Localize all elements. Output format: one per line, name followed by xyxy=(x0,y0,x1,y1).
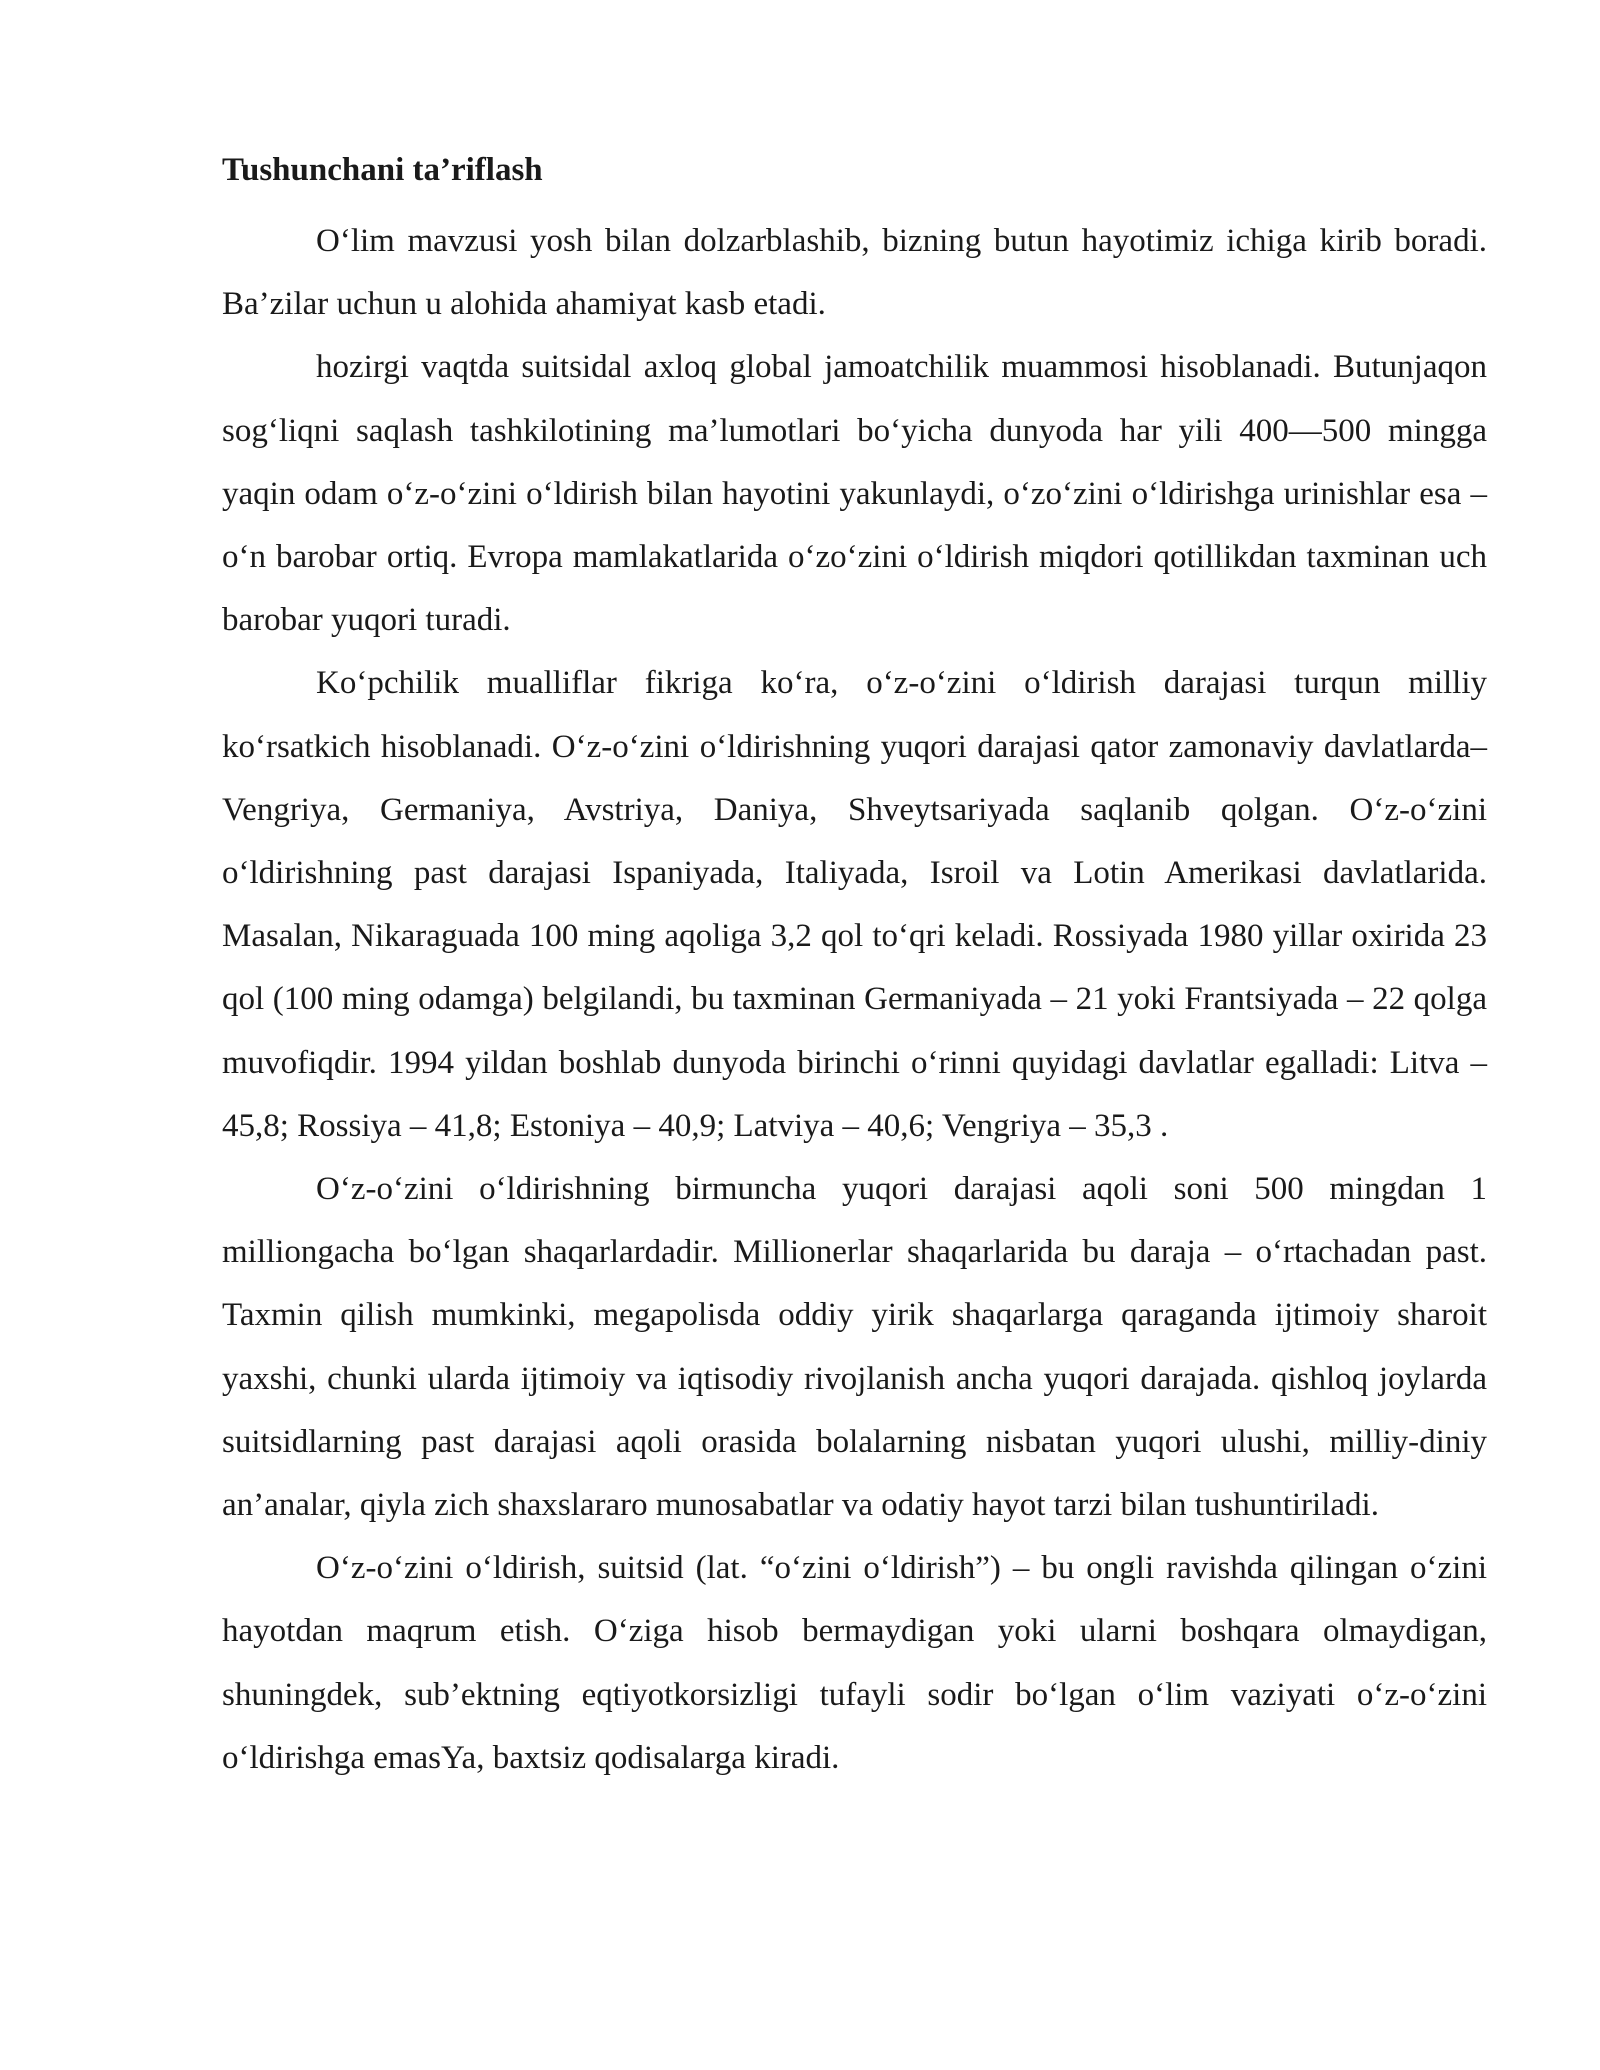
paragraph-5: O‘z-o‘zini o‘ldirish, suitsid (lat. “o‘zini o‘ldirish”) – bu ongli ravishda qilingan o‘zini hayotdan maqrum etish. O‘ziga hisob bermaydigan yoki ularni boshqara olmaydigan, shuningdek, sub’ektning eqtiyotkorsizligi tufayli sodir bo‘lgan o‘lim vaziyati o‘z-o‘zini o‘ldirishga emasYa, baxtsiz qodisalarga kiradi. xyxy=(222,1550,1487,1776)
paragraph-2: hozirgi vaqtda suitsidal axloq global jamoatchilik muammosi hisoblanadi. Butunjaqon sog‘liqni saqlash tashkilotining ma’lumotlari bo‘yicha dunyoda har yili 400—500 mingga yaqin odam o‘z-o‘zini o‘ldirish bilan hayotini yakunlaydi, o‘zo‘zini o‘ldirishga urinishlar esa – o‘n barobar ortiq. Evropa mamlakatlarida o‘zo‘zini o‘ldirish miqdori qotillikdan taxminan uch barobar yuqori turadi. xyxy=(222,349,1487,639)
paragraph-1: O‘lim mavzusi yosh bilan dolzarblashib, bizning butun hayotimiz ichiga kirib boradi. Ba’zilar uchun u alohida ahamiyat kasb etadi. xyxy=(222,223,1487,323)
paragraph-3: Ko‘pchilik mualliflar fikriga ko‘ra, o‘z-o‘zini o‘ldirish darajasi turqun milliy ko‘rsatkich hisoblanadi. O‘z-o‘zini o‘ldirishning yuqori darajasi qator zamonaviy davlatlarda– Vengriya, Germaniya, Avstriya, Daniya, Shveytsariyada saqlanib qolgan. O‘z-o‘zini o‘ldirishning past darajasi Ispaniyada, Italiyada, Isroil va Lotin Amerikasi davlatlarida. Masalan, Nikaraguada 100 ming aqoliga 3,2 qol to‘qri keladi. Rossiyada 1980 yillar oxirida 23 qol (100 ming odamga) belgilandi, bu taxminan Germaniyada – 21 yoki Frantsiyada – 22 qolga muvofiqdir. 1994 yildan boshlab dunyoda birinchi o‘rinni quyidagi davlatlar egalladi: Litva – 45,8; Rossiya – 41,8; Estoniya – 40,9; Latviya – 40,6; Vengriya – 35,3 . xyxy=(222,665,1487,1144)
paragraph-4: O‘z-o‘zini o‘ldirishning birmuncha yuqori darajasi aqoli soni 500 mingdan 1 milliongacha bo‘lgan shaqarlardadir. Millionerlar shaqarlarida bu daraja – o‘rtachadan past. Taxmin qilish mumkinki, megapolisda oddiy yirik shaqarlarga qaraganda ijtimoiy sharoit yaxshi, chunki ularda ijtimoiy va iqtisodiy rivojlanish ancha yuqori darajada. qishloq joylarda suitsidlarning past darajasi aqoli orasida bolalarning nisbatan yuqori ulushi, milliy-diniy an’analar, qiyla zich shaxslararo munosabatlar va odatiy hayot tarzi bilan tushuntiriladi. xyxy=(222,1171,1487,1524)
section-heading: Tushunchani ta’riflash xyxy=(222,152,543,188)
document-body xyxy=(222,145,1487,1790)
